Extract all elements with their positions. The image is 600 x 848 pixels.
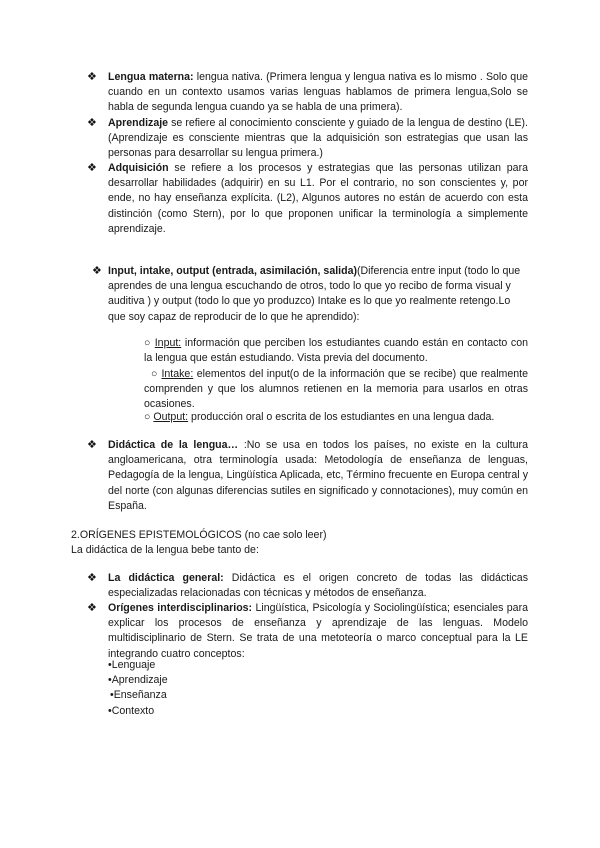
term: Orígenes interdisciplinarios: [108,602,253,614]
term: Input: [154,337,182,349]
heading-text: 2.ORÍGENES EPISTEMOLÓGICOS (no cae solo leer) [71,529,327,541]
subitem-input [144,336,528,366]
list-item: •Enseñanza [110,689,167,702]
definition-text: Lingüística, Psicología y Sociolingüística; esenciales para explicar los procesos de enseñanza y aprendizaje de las lenguas. Modelo multidisciplinario de Stern. Se trata de una metoteoría o marco conceptual para la LE integrando cuatro conceptos: [108,602,528,660]
diamond-bullet-icon: ❖ [87,117,97,129]
diamond-bullet-icon: ❖ [87,572,97,584]
definition-text: se refiere al conocimiento consciente y guiado de la lengua de destino (LE). (Aprendizaje es consciente mientras que la adquisición son estrategias que usan las personas para desarrollar su lengua primera.) [108,117,528,160]
term: Adquisición [108,162,169,174]
concept-list [108,658,408,719]
subitem-output [144,410,528,425]
term: Input, intake, output (entrada, asimilación, salida) [108,265,357,277]
term: Intake: [161,368,194,380]
definition-lengua-materna [108,70,528,116]
intro-text: La didáctica de la lengua bebe tanto de: [71,544,259,556]
definition-text: :No se usa en todos los países, no existe en la cultura angloamericana, otra terminología usada: Metodología de enseñanza de lenguas, Pedagogía de la lengua, Lingüística Aplicada, etc, Término frecuente en Europa central y del norte (con algunas diferencias sutiles en significado y connotaciones), muy común en España. [108,439,528,512]
definition-text: elementos del input(o de la información que se recibe) que realmente comprenden y que los alumnos retienen en la memoria para usarlos en otras ocasiones. [144,368,528,411]
term: Aprendizaje [108,117,169,129]
diamond-bullet-icon: ❖ [87,71,97,83]
definition-didactica-lengua [108,438,528,514]
definition-text: información que perciben los estudiantes cuando están en contacto con la lengua que están estudiando. Vista previa del documento. [144,337,528,365]
term: Lengua materna: [108,71,194,83]
definition-aprendizaje [108,116,528,162]
diamond-bullet-icon: ❖ [92,265,102,277]
diamond-bullet-icon: ❖ [87,162,97,174]
list-item: •Aprendizaje [108,674,168,687]
list-item: •Contexto [108,704,155,717]
definition-text: Didáctica es el origen concreto de todas las didácticas especializadas relacionadas con técnicas y métodos de enseñanza. [108,572,528,600]
definition-origenes-interdisciplinarios [108,601,528,662]
diamond-bullet-icon: ❖ [87,602,97,614]
circle-bullet-icon: ○ [144,411,151,423]
diamond-bullet-icon: ❖ [87,439,97,451]
definition-adquisicion [108,161,528,237]
term: La didáctica general: [108,572,224,584]
section-intro [71,543,531,558]
circle-bullet-icon: ○ [151,368,158,380]
list-item: •Lenguaje [108,659,156,671]
definition-input-intake-output [108,264,528,325]
definition-didactica-general [108,571,528,601]
definition-text: producción oral o escrita de los estudiantes en una lengua dada. [188,411,495,423]
section-heading [71,528,531,543]
definition-text: lengua nativa. (Primera lengua y lengua nativa es lo mismo . Solo que cuando en un contexto usamos varias lenguas hablamos de primera lengua,Solo se habla de segunda lengua cuando ya se habla de una primera). [108,71,528,114]
term: Output: [153,411,189,423]
definition-text: (Diferencia entre input (todo lo que aprendes de una lengua escuchando de otros, todo lo que yo recibo de forma visual y auditiva ) y output (todo lo que yo produzco) Intake es lo que yo realmente retengo.Lo que soy capaz de reproducir de lo que he aprendido): [108,265,521,323]
term: Didáctica de la lengua… [108,439,239,451]
subitem-intake [144,367,528,413]
circle-bullet-icon: ○ [144,337,152,349]
definition-text: se refiere a los procesos y estrategias que las personas utilizan para desarrollar habilidades (adquirir) en su L1. Por el contrario, no son conscientes y, por ende, no hay enseñanza explícita. (L2), Algunos autores no están de acuerdo con esta distinción (como Stern), por lo que proponen unificar la terminología a simplemente aprendizaje. [108,162,528,235]
